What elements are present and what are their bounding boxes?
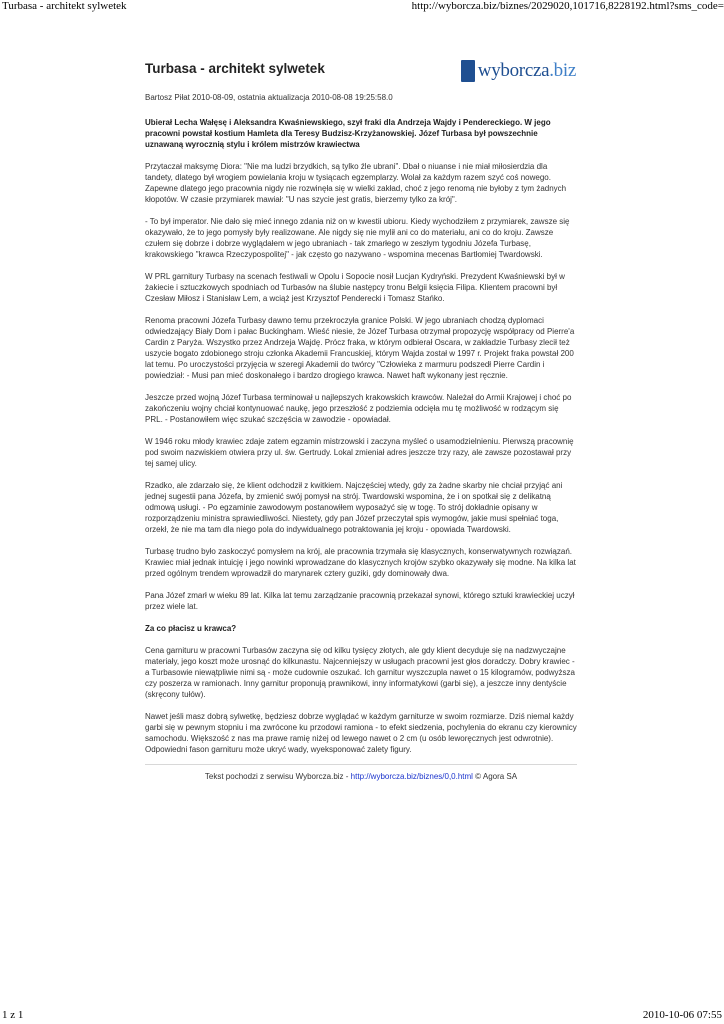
article-lead: Ubierał Lecha Wałęsę i Aleksandra Kwaśniewskiego, szył fraki dla Andrzeja Wajdy i Pendereckiego. W jego pracowni powstał kostium Hamleta dla Teresy Budzisz-Krzyżanowskiej. Józef Turbasa był powszechnie uznawaną wyrocznią stylu i królem mistrzów krawiectwa (145, 118, 551, 149)
paragraph: Nawet jeśli masz dobrą sylwetkę, będziesz dobrze wyglądać w każdym garniturze w swoim rozmiarze. Dziś niemal każdy garbi się w pewnym stopniu i ma zwrócone ku przodowi ramiona - to efekt siedzenia, pochylenia do ekranu czy kierownicy samochodu. Większość z nas ma prawe ramię niżej od lewego nawet o 2 cm (u osób leworęcznych jest odwrotnie). Odpowiedni fason garnituru może ukryć wady, wyeksponować zalety figury. (145, 712, 577, 754)
print-datetime: 2010-10-06 07:55 (642, 1009, 722, 1021)
paragraph: Turbasę trudno było zaskoczyć pomysłem na krój, ale pracownia trzymała się klasycznych, konserwatywnych rozwiązań. Krawiec miał jednak intuicję i jego nowinki wprowadzane do klasycznych krojów szybko okazywały się modne. Na kilka lat przed ogólnym trendem wprowadził do marynarek cztery guziki, gdy dominowały dwa. (145, 547, 576, 578)
paragraph: Cena garnituru w pracowni Turbasów zaczyna się od kilku tysięcy złotych, ale gdy klient decyduje się na nadzwyczajne materiały, jego koszt może urosnąć do kilkunastu. Najcenniejszy w usługach pracowni jest głos doradczy. Dobry krawiec - a Turbasowie niewątpliwie nimi są - może cudownie oszukać. Ich garnitur wyszczupla nawet o 15 kilogramów, podwyższa czy poszerza w ramionach. Inny garnitur proponują prawnikowi, inny informatykowi (garbi się), a jeszcze inny dentyście (skręcony tułów). (145, 646, 575, 699)
print-header-title: Turbasa - architekt sylwetek (2, 0, 127, 12)
paragraph: W 1946 roku młody krawiec zdaje zatem egzamin mistrzowski i zaczyna myśleć o usamodzielnieniu. Pierwszą pracownię pod swoim nazwiskiem otwiera przy ul. św. Gertrudy. Lokal zmieniał adres jeszcze trzy razy, ale zawsze pozostawał przy tej samej ulicy. (145, 437, 574, 468)
source-prefix: Tekst pochodzi z serwisu Wyborcza.biz - (204, 772, 351, 781)
article (145, 58, 577, 782)
paragraph: - To był imperator. Nie dało się mieć innego zdania niż on w kwestii ubioru. Kiedy wychodziłem z przymiarek, zawsze się okazywało, że to jego pomysły były realizowane. Ale nigdy się nie mylił ani co do materiału, ani co do kroju. Zawsze czułem się dobrze i dobrze wyglądałem w jego ubraniach - tak zmarłego w zeszłym tygodniu Józefa Turbasę, krakowskiego "krawca Rzeczypospolitej" - jak często go nazywano - wspomina mecenas Bartłomiej Twardowski. (145, 217, 570, 259)
print-footer (0, 1008, 724, 1022)
paragraph: Pana Józef zmarł w wieku 89 lat. Kilka lat temu zarządzanie pracownią przekazał synowi, którego sztuki krawieckiej uczył przez wiele lat. (145, 591, 575, 611)
title-row (145, 58, 577, 92)
paragraph: Renoma pracowni Józefa Turbasy dawno temu przekroczyła granice Polski. W jego ubraniach chodzą dyplomaci odwiedzający Biały Dom i pałac Buckingham. Wieść niesie, że Józef Turbasa otrzymał propozycję współpracy od Pierre'a Cardin z Paryża. Wszystko przez Andrzeja Wajdę. Prócz fraka, w którym odbierał Oscara, w zakładzie Turbasy zlecił też uszycie bogato zdobionego stroju członka Akademii Francuskiej, którym Wajda został w 1997 r. Projekt fraka powstał 200 lat temu. Po uroczystości przyjęcia w szeregi Akademii do twórcy "Człowieka z marmuru podszedł Pierre Cardin i powiedział: - Musi pan mieć doskonałego i bardzo drogiego krawca. Nawet haft wykonany jest ręcznie. (145, 316, 575, 380)
source-line (145, 771, 577, 782)
logo-mark-icon (461, 60, 475, 82)
divider (145, 764, 577, 765)
wyborcza-logo[interactable] (461, 58, 576, 84)
source-link[interactable]: http://wyborcza.biz/biznes/0,0.html (350, 772, 473, 781)
source-suffix: © Agora SA (472, 772, 518, 781)
paragraph: Jeszcze przed wojną Józef Turbasa terminował u najlepszych krakowskich krawców. Należał do Armii Krajowej i choć po zakończeniu wojny chciał kontynuować naukę, jego przeszłość z podziemia odcięła mu tę możliwość w rodzącym się PRL. - Postanowiłem więc szukać szczęścia w zawodzie - opowiadał. (145, 393, 572, 424)
article-title: Turbasa - architekt sylwetek (145, 61, 325, 76)
print-header-url: http://wyborcza.biz/biznes/2029020,101716,8228192.html?sms_code= (411, 0, 724, 12)
section-subhead: Za co płacisz u krawca? (145, 624, 237, 633)
paragraph: Przytaczał maksymę Diora: "Nie ma ludzi brzydkich, są tylko źle ubrani". Dbał o niuanse i nie miał miłosierdzia dla tandety, dlatego był wrogiem powielania kroju w tysiącach egzemplarzy. Wolał za każdym razem szyć coś nowego. Zapewne dlatego jego pracownia nigdy nie rozwinęła się w wielki zakład, choć z jego renomą nie byłoby z tym żadnych kłopotów. W czasie przymiarek mawiał: "U nas szycie jest gratis, bierzemy tylko za krój". (145, 162, 567, 204)
article-meta: Bartosz Piłat 2010-08-09, ostatnia aktualizacja 2010-08-08 19:25:58.0 (145, 93, 393, 102)
paragraph: W PRL garnitury Turbasy na scenach festiwali w Opolu i Sopocie nosił Lucjan Kydryński. Prezydent Kwaśniewski był w żakiecie i sztuczkowych spodniach od Turbasów na ślubie następcy tronu Belgii księcia Filipa. Klientem pracowni był Czesław Miłosz i Stanisław Lem, a wciąż jest Krzysztof Penderecki i Tomasz Stańko. (145, 272, 565, 303)
logo-text: wyborcza.biz (477, 60, 576, 81)
print-header (0, 0, 724, 14)
paragraph: Rzadko, ale zdarzało się, że klient odchodził z kwitkiem. Najczęściej wtedy, gdy za żadne skarby nie chciał przyjąć ani jednej sugestii pana Józefa, by zmienić swój pomysł na strój. Twardowski wspomina, że i on spotkał się z delikatną odmową usługi. - Po egzaminie zawodowym postanowiłem wyposażyć się w togę. To strój dokładnie opisany w rozporządzeniu ministra sprawiedliwości. Niestety, gdy pan Józef przeczytał spis wymogów, jakie musi spełniać toga, orzekł, że nie ma tam dla niego pola do indywidualnego potraktowania jej kroju - opowiada Twardowski. (145, 481, 563, 534)
page-count: 1 z 1 (2, 1009, 24, 1021)
